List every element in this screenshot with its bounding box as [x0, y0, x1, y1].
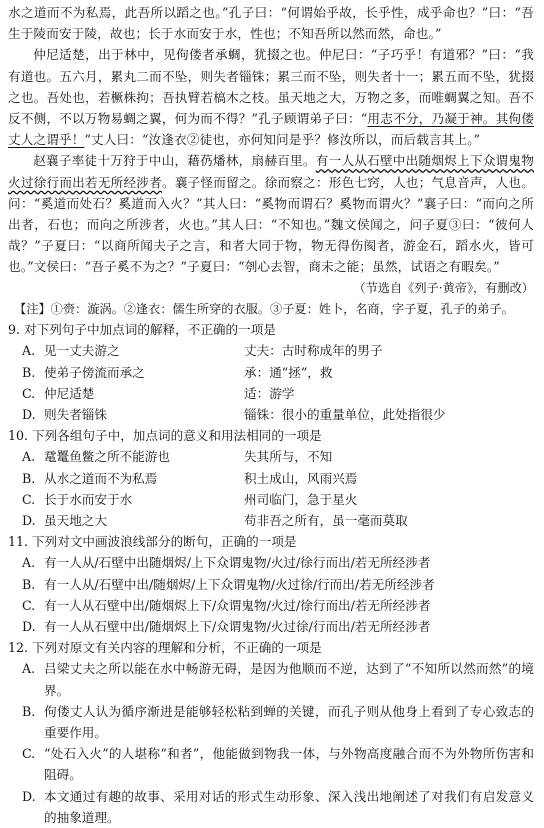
option-text: 有一人从/石壁中出/随烟烬/上下众谓鬼物/火过徐/行而出/若无所经涉者: [44, 576, 435, 592]
option-sentence: 长于水而安于水: [44, 491, 133, 507]
question-12-option-b[interactable]: [8, 701, 534, 743]
option-sentence: 从水之道而不为私焉: [44, 470, 158, 486]
option-text: 吕梁丈夫之所以能在水中畅游无碍，是因为他顺而不逆，达到了“不知所以然而然”的境界。: [44, 661, 534, 698]
option-explanation: 锱铢：很小的重量单位，此处指很少: [244, 406, 446, 422]
option-key: A.: [22, 449, 36, 465]
passage-p2-text-a: 仲尼适楚，出于林中，见佝偻者承蜩，犹掇之也。仲尼曰：“子巧乎！有道邪？”曰：“我有道也。五六月，累丸二而不坠，则失者锱铢；累三而不坠，则失者十一；累五而不坠，犹掇之也。吾处也，若橛株拘；吾执臂若槁木之枝。虽天地之大，万物之多，而唯蜩翼之知。吾不反不侧，不以万物易蜩之翼，何为而不得？”孔子顾谓弟子曰：“: [8, 47, 534, 127]
option-key: A.: [22, 661, 36, 677]
option-key: D.: [22, 406, 36, 422]
question-10: [8, 425, 534, 531]
option-comparison: 积土成山，风雨兴焉: [244, 470, 358, 486]
option-explanation: 承：通“拯”，救: [244, 364, 333, 380]
option-comparison: 苟非吾之所有，虽一毫而莫取: [244, 512, 408, 528]
passage-p3-text-b: 。襄子怪而留之。徐而察之：形色七窍，人也；气息音声，人也。问：“奚道而处石？奚道而入火？”其人曰：“奚物而谓石？奚物而谓火？”襄子曰：“而向之所出者，石也；而向之所涉者，火也。”其人曰：“不知也。”魏文侯闻之，问子夏③曰：“彼何人哉？”子夏曰：“以商所闻夫子之言，和者大同于物，物无得伤阂者，游金石，蹈水火，皆可也。”文侯曰：“吾子奚不为之？”子夏曰：“刳心去智，商未之能；虽然，试语之有暇矣。”: [8, 174, 534, 275]
option-sentence: 则失者锱铢: [44, 406, 107, 422]
question-11-stem: 11. 下列对文中画波浪线部分的断句，正确的一项是: [8, 534, 297, 550]
passage-notes: 【注】①赍：漩涡。②逢衣：儒生所穿的衣服。③子夏：姓卜，名商，字子夏，孔子的弟子。: [14, 301, 514, 316]
option-comparison: 失其所与，不知: [244, 449, 333, 465]
passage: [8, 2, 534, 319]
wavy-underlined-sentence: 有一人从石壁中出随烟烬上下众谓鬼物火过徐行而出若无所经涉者: [8, 153, 534, 190]
question-9-stem: 9. 对下列句子中加点词的解释，不正确的一项是: [8, 322, 276, 338]
question-12-option-c[interactable]: [8, 743, 534, 785]
question-11: [8, 531, 534, 637]
option-sentence: 使弟子傍流而承之: [44, 364, 145, 380]
question-9-option-d[interactable]: [8, 404, 534, 425]
passage-p2-text-b: ”丈人曰：“汝逢衣②徒也，亦何知问是乎？修汝所以，而后载言其上。”: [84, 132, 481, 148]
option-text: 有一人从石壁中出/随烟烬上下/众谓鬼物/火过/徐行而出/若无所经涉者: [44, 597, 431, 613]
option-text: 有一人从石壁中出/随烟烬上下/众谓鬼物/火过徐/行而出/若无所经涉者: [44, 618, 431, 634]
option-sentence: 仲尼适楚: [44, 385, 95, 401]
question-9-option-c[interactable]: [8, 383, 534, 404]
question-12: [8, 637, 534, 828]
passage-paragraph-3: [8, 150, 534, 277]
question-12-option-d[interactable]: [8, 786, 534, 828]
option-key: B.: [22, 703, 36, 719]
option-key: A.: [22, 555, 36, 571]
option-text: “处石入火”的人堪称“和者”，他能做到物我一体，与外物高度融合而不为外物所伤害和阻碍。: [44, 746, 534, 783]
question-10-option-c[interactable]: [8, 489, 534, 510]
question-10-option-a[interactable]: [8, 446, 534, 467]
underlined-sentence: 用志不分，乃凝于神。其佝偻丈人之谓乎！: [8, 111, 534, 148]
option-explanation: 适：游学: [244, 385, 295, 401]
option-explanation: 丈夫：古时称成年的男子: [244, 343, 383, 359]
question-11-option-c[interactable]: [8, 595, 534, 616]
option-key: B.: [22, 470, 36, 486]
option-key: B.: [22, 576, 36, 592]
question-11-option-a[interactable]: [8, 552, 534, 573]
option-key: D.: [22, 788, 36, 804]
question-9: [8, 319, 534, 425]
option-key: B.: [22, 364, 36, 380]
option-sentence: 鼋鼍鱼鳖之所不能游也: [44, 449, 170, 465]
passage-paragraph-2: [8, 44, 534, 150]
question-11-option-d[interactable]: [8, 616, 534, 637]
passage-p1-text: 水之道而不为私焉，此吾所以蹈之也。”孔子曰：“何谓始乎故，长乎性，成乎命也？”曰：“吾生于陵而安于陵，故也；长于水而安于水，性也；不知吾所以然而然，命也。”: [8, 5, 534, 42]
question-11-option-b[interactable]: [8, 574, 534, 595]
option-key: D.: [22, 512, 36, 528]
passage-source: （节选自《列子·黄帝》，有删改）: [353, 280, 534, 295]
option-key: C.: [22, 385, 36, 401]
option-text: 本文通过有趣的故事、采用对话的形式生动形象、深入浅出地阐述了对我们有启发意义的抽象道理。: [44, 788, 534, 825]
option-text: 佝偻丈人认为循序渐进是能够轻松粘到蝉的关键，而孔子则从他身上看到了专心致志的重要作用。: [44, 703, 534, 740]
passage-p3-text-a: 赵襄子率徒十万狩于中山，藉芿燔林，扇赫百里。: [33, 153, 316, 169]
passage-paragraph-1: [8, 2, 534, 44]
question-9-option-a[interactable]: [8, 340, 534, 361]
option-key: C.: [22, 746, 36, 762]
option-key: C.: [22, 491, 36, 507]
option-sentence: 见一丈夫游之: [44, 343, 120, 359]
option-key: C.: [22, 597, 36, 613]
option-key: A.: [22, 343, 36, 359]
option-text: 有一人从/石壁中出随烟烬/上下众谓鬼物/火过/徐行而出/若无所经涉者: [44, 555, 431, 571]
option-comparison: 州司临门，急于星火: [244, 491, 358, 507]
question-10-option-b[interactable]: [8, 468, 534, 489]
question-12-stem: 12. 下列对原文有关内容的理解和分析，不正确的一项是: [8, 640, 322, 656]
question-9-option-b[interactable]: [8, 362, 534, 383]
question-12-option-a[interactable]: [8, 658, 534, 700]
option-key: D.: [22, 618, 36, 634]
question-10-option-d[interactable]: [8, 510, 534, 531]
option-sentence: 虽天地之大: [44, 512, 107, 528]
question-10-stem: 10. 下列各组句子中，加点词的意义和用法相同的一项是: [8, 428, 322, 444]
